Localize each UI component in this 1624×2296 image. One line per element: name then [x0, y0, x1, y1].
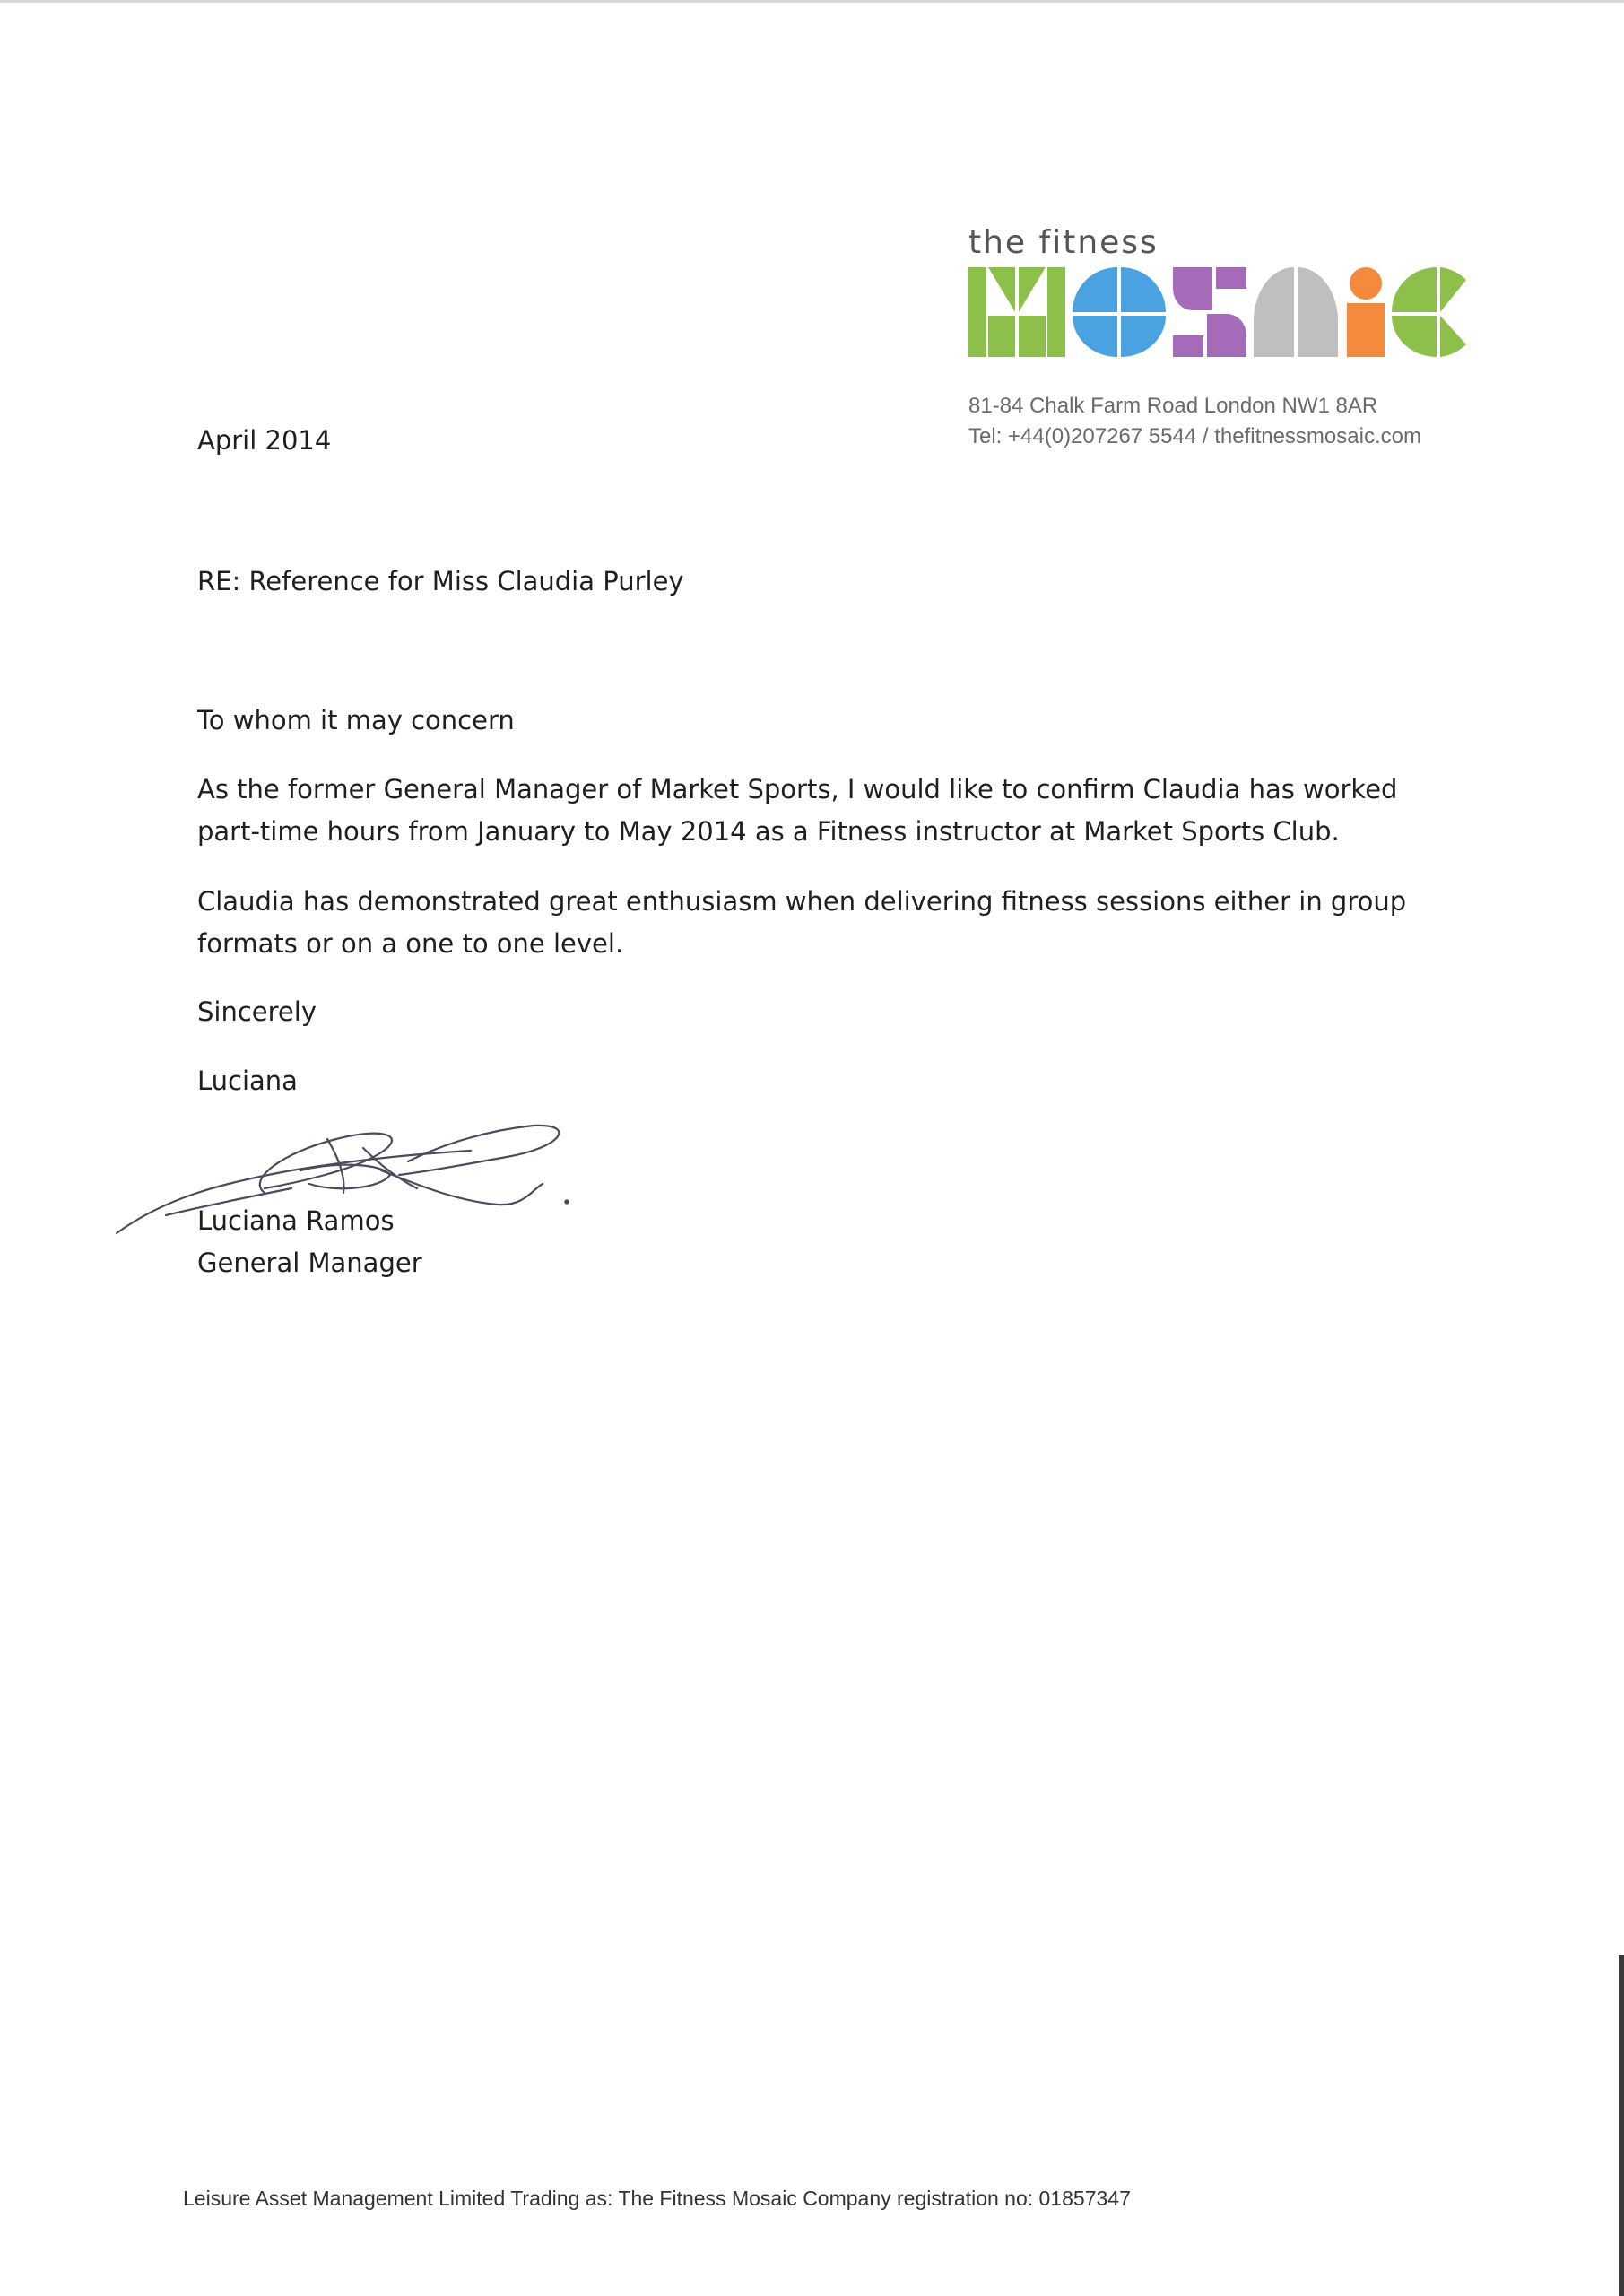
letter-closing: Sincerely [197, 996, 317, 1027]
logo-letter-i [1347, 267, 1385, 357]
letter-salutation: To whom it may concern [197, 705, 515, 735]
letter-paragraph-2: Claudia has demonstrated great enthusiasm when delivering fitness sessions either in group formats or on a one to one level. [197, 886, 1407, 959]
company-logo [968, 224, 1466, 368]
letter-date: April 2014 [197, 425, 332, 456]
company-footer: Leisure Asset Management Limited Trading as: The Fitness Mosaic Company registration no: 01857347 [183, 2187, 1131, 2210]
logo-letter-o [1073, 267, 1166, 357]
letter-paragraph-1: As the former General Manager of Market Sports, I would like to confirm Claudia has worked part-time hours from January to May 2014 as a Fitness instructor at Market Sports Club. [197, 774, 1398, 847]
logo-letter-c [1392, 267, 1466, 357]
logo-letter-s [1173, 267, 1246, 357]
letter-subject: RE: Reference for Miss Claudia Purley [197, 566, 684, 596]
signer-first-name: Luciana [197, 1065, 298, 1096]
scan-top-edge [0, 0, 1624, 3]
company-address [968, 391, 1421, 452]
signer-name: Luciana Ramos [197, 1205, 395, 1236]
logo-letter-a [1254, 267, 1338, 357]
logo-mosaic-mark [968, 267, 1466, 357]
signer-title: General Manager [197, 1248, 422, 1278]
address-line: 81-84 Chalk Farm Road London NW1 8AR [968, 394, 1378, 418]
logo-small-text: the fitness [968, 224, 1159, 261]
scan-right-edge [1619, 1955, 1624, 2296]
contact-line: Tel: +44(0)207267 5544 / thefitnessmosaic.com [968, 424, 1421, 448]
logo-letter-m [968, 267, 1065, 357]
